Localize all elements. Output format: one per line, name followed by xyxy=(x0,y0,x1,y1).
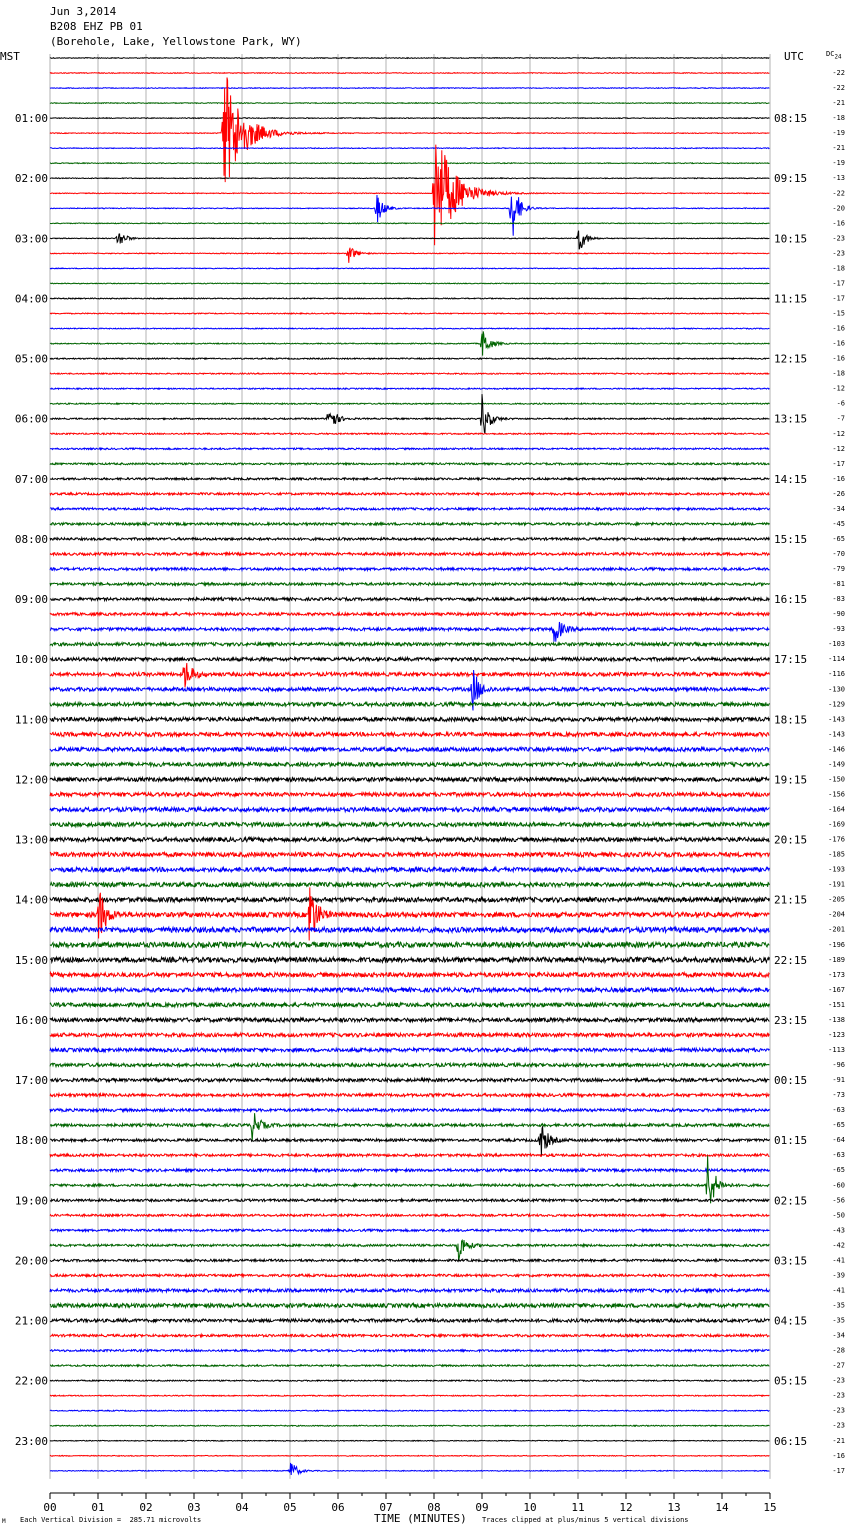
trace-row xyxy=(50,762,769,766)
dc-offset-value: -191 xyxy=(828,880,845,889)
trace-row xyxy=(50,1113,769,1141)
trace-row xyxy=(50,1463,769,1475)
trace-row xyxy=(50,1033,769,1037)
trace-row xyxy=(50,988,769,992)
trace-row xyxy=(50,663,769,687)
trace-row xyxy=(50,508,769,510)
trace-row xyxy=(50,883,769,887)
dc-offset-value: -41 xyxy=(832,1256,845,1265)
trace-row xyxy=(50,148,769,149)
mst-hour-label: 08:00 xyxy=(14,532,48,546)
mst-hour-label: 16:00 xyxy=(14,1013,48,1027)
dc-offset-value: -21 xyxy=(832,99,845,108)
trace-row xyxy=(50,394,769,433)
mst-hour-label: 03:00 xyxy=(14,232,48,246)
dc-offset-value: -103 xyxy=(828,640,845,649)
trace-row xyxy=(50,1169,769,1172)
utc-hour-label: 14:15 xyxy=(774,472,808,486)
mst-hour-label: 05:00 xyxy=(14,352,48,366)
trace-row xyxy=(50,598,769,601)
dc-offset-value: -23 xyxy=(832,249,845,258)
mst-hour-label: 13:00 xyxy=(14,833,48,847)
mst-hour-label: 18:00 xyxy=(14,1134,48,1148)
trace-row xyxy=(50,732,769,736)
trace-row xyxy=(50,1109,769,1112)
dc-offset-value: -22 xyxy=(832,189,845,198)
utc-hour-label: 22:15 xyxy=(774,953,808,967)
trace-row xyxy=(50,1229,769,1231)
dc-offset-value: -167 xyxy=(828,985,845,994)
mst-axis-label: MST xyxy=(0,50,20,63)
dc-offset-value: -6 xyxy=(836,399,845,408)
trace-row xyxy=(50,231,769,250)
dc-offset-value: -143 xyxy=(828,715,845,724)
trace-row xyxy=(50,331,769,355)
dc-offset-value: -19 xyxy=(832,159,845,168)
x-tick-label: 14 xyxy=(715,1501,729,1514)
trace-row xyxy=(50,1154,769,1157)
trace-row xyxy=(50,1334,769,1336)
dc-offset-value: -41 xyxy=(832,1286,845,1295)
trace-row xyxy=(50,478,769,480)
dc-offset-value: -26 xyxy=(832,489,845,498)
dc-offset-value: -113 xyxy=(828,1045,845,1054)
dc-offset-value: -21 xyxy=(832,1436,845,1445)
trace-row xyxy=(50,163,769,164)
trace-row xyxy=(50,283,769,284)
dc-offset-value: -143 xyxy=(828,730,845,739)
dc-offset-value: -22 xyxy=(832,69,845,78)
dc-offset-value: -28 xyxy=(832,1346,845,1355)
dc-offset-value: -35 xyxy=(832,1316,845,1325)
mst-hour-label: 02:00 xyxy=(14,172,48,186)
dc-offset-value: -23 xyxy=(832,1391,845,1400)
trace-row xyxy=(50,268,769,269)
x-tick-label: 02 xyxy=(139,1501,153,1514)
dc-offset-value: -16 xyxy=(832,324,845,333)
dc-offset-value: -156 xyxy=(828,790,845,799)
x-tick-label: 06 xyxy=(331,1501,345,1514)
mst-hour-label: 06:00 xyxy=(14,412,48,426)
dc-offset-value: -18 xyxy=(832,264,845,273)
x-tick-label: 01 xyxy=(91,1501,105,1514)
trace-row xyxy=(50,73,769,74)
trace-row xyxy=(50,777,769,781)
utc-hour-label: 02:15 xyxy=(774,1194,808,1208)
trace-row xyxy=(50,1350,769,1352)
utc-hour-label: 08:15 xyxy=(774,112,808,126)
trace-row xyxy=(50,538,769,540)
utc-hour-label: 21:15 xyxy=(774,893,808,907)
trace-row xyxy=(50,78,769,183)
trace-row xyxy=(50,373,769,374)
dc-offset-value: -91 xyxy=(832,1076,845,1085)
dc-label-text: DC xyxy=(826,50,835,58)
trace-row xyxy=(50,1365,769,1367)
utc-hour-label: 13:15 xyxy=(774,412,808,426)
x-tick-label: 04 xyxy=(235,1501,249,1514)
utc-hour-label: 11:15 xyxy=(774,292,808,306)
trace-row xyxy=(50,248,769,263)
trace-row xyxy=(50,493,769,495)
trace-row xyxy=(50,867,769,871)
utc-hour-label: 12:15 xyxy=(774,352,808,366)
trace-row xyxy=(50,523,769,525)
trace-row xyxy=(50,1455,769,1456)
trace-row xyxy=(50,852,769,856)
mst-hour-label: 04:00 xyxy=(14,292,48,306)
dc-offset-value: -205 xyxy=(828,895,845,904)
dc-offset-value: -34 xyxy=(832,504,845,513)
trace-row xyxy=(50,433,769,434)
trace-row xyxy=(50,807,769,811)
x-tick-label: 07 xyxy=(379,1501,393,1514)
dc-offset-value: -116 xyxy=(828,670,845,679)
trace-row xyxy=(50,195,769,236)
dc-offset-value: -16 xyxy=(832,354,845,363)
dc-offset-value: -193 xyxy=(828,865,845,874)
x-tick-label: 13 xyxy=(667,1501,681,1514)
mst-hour-label: 17:00 xyxy=(14,1074,48,1088)
trace-row xyxy=(50,1395,769,1396)
dc-offset-value: -19 xyxy=(832,129,845,138)
dc-offset-value: -18 xyxy=(832,369,845,378)
dc-offset-value: -65 xyxy=(832,534,845,543)
trace-row xyxy=(50,1425,769,1426)
dc-offset-value: -93 xyxy=(832,625,845,634)
dc-offset-value: -50 xyxy=(832,1211,845,1220)
trace-row xyxy=(50,1214,769,1216)
dc-offset-value: -17 xyxy=(832,1466,845,1475)
trace-row xyxy=(50,568,769,571)
footer-mark: M xyxy=(2,1518,6,1525)
dc-offset-value: -23 xyxy=(832,234,845,243)
trace-row xyxy=(50,88,769,89)
dc-offset-value: -64 xyxy=(832,1136,845,1145)
trace-row xyxy=(50,957,769,962)
dc-offset-value: -81 xyxy=(832,580,845,589)
dc-offset-value: -42 xyxy=(832,1241,845,1250)
dc-offset-value: -90 xyxy=(832,610,845,619)
mst-hour-label: 19:00 xyxy=(14,1194,48,1208)
dc-offset-value: -15 xyxy=(832,309,845,318)
dc-offset-value: -23 xyxy=(832,1406,845,1415)
trace-row xyxy=(50,1319,769,1322)
trace-row xyxy=(50,927,769,932)
trace-row xyxy=(50,1018,769,1022)
dc-offset-value: -21 xyxy=(832,144,845,153)
dc-offset-value: -43 xyxy=(832,1226,845,1235)
trace-row xyxy=(50,463,769,465)
trace-row xyxy=(50,178,769,179)
utc-hour-label: 10:15 xyxy=(774,232,808,246)
utc-hour-label: 20:15 xyxy=(774,833,808,847)
mst-hour-label: 01:00 xyxy=(14,112,48,126)
station-code: B208 EHZ PB 01 xyxy=(50,20,143,33)
utc-hour-label: 01:15 xyxy=(774,1134,808,1148)
utc-hour-label: 03:15 xyxy=(774,1254,808,1268)
trace-row xyxy=(50,1380,769,1381)
trace-row xyxy=(50,702,769,706)
dc-offset-value: -176 xyxy=(828,835,845,844)
utc-hour-label: 18:15 xyxy=(774,713,808,727)
dc-offset-value: -164 xyxy=(828,805,845,814)
trace-row xyxy=(50,358,769,359)
utc-hour-label: 09:15 xyxy=(774,172,808,186)
trace-row xyxy=(50,1259,769,1261)
trace-row xyxy=(50,298,769,299)
trace-row xyxy=(50,822,769,826)
dc-offset-value: -13 xyxy=(832,174,845,183)
dc-offset-value: -83 xyxy=(832,595,845,604)
dc-offset-value: -123 xyxy=(828,1030,845,1039)
mst-hour-label: 07:00 xyxy=(14,472,48,486)
x-tick-label: 08 xyxy=(427,1501,441,1514)
trace-row xyxy=(50,388,769,389)
dc-offset-value: -65 xyxy=(832,1121,845,1130)
dc-offset-value: -12 xyxy=(832,429,845,438)
dc-offset-value: -63 xyxy=(832,1106,845,1115)
x-axis xyxy=(43,1493,776,1514)
dc-offset-value: -73 xyxy=(832,1091,845,1100)
dc-offset-value: -16 xyxy=(832,219,845,228)
dc-offset-value: -16 xyxy=(832,1451,845,1460)
dc-offset-value: -149 xyxy=(828,760,845,769)
utc-hour-label: 19:15 xyxy=(774,773,808,787)
trace-row xyxy=(50,1063,769,1066)
utc-hour-label: 16:15 xyxy=(774,593,808,607)
dc-offset-value: -17 xyxy=(832,279,845,288)
dc-offset-value: -7 xyxy=(836,414,845,423)
dc-offset-value: -150 xyxy=(828,775,845,784)
dc-offset-value: -185 xyxy=(828,850,845,859)
trace-row xyxy=(50,1156,769,1204)
dc-offset-value: -114 xyxy=(828,655,845,664)
dc-offset-value: -27 xyxy=(832,1361,845,1370)
trace-row xyxy=(50,145,769,246)
utc-hour-label: 05:15 xyxy=(774,1374,808,1388)
plot-date: Jun 3,2014 xyxy=(50,5,117,18)
trace-row xyxy=(50,553,769,556)
mst-hour-label: 23:00 xyxy=(14,1434,48,1448)
trace-row xyxy=(50,448,769,450)
utc-hour-label: 23:15 xyxy=(774,1013,808,1027)
dc-offset-value: -146 xyxy=(828,745,845,754)
trace-row xyxy=(50,1289,769,1292)
trace-row xyxy=(50,838,769,842)
trace-row xyxy=(50,1440,769,1441)
dc-offset-value: -130 xyxy=(828,685,845,694)
trace-row xyxy=(50,1199,769,1201)
dc-offsets xyxy=(828,69,845,1475)
trace-row xyxy=(50,1078,769,1081)
trace-row xyxy=(50,942,769,947)
mst-hour-label: 11:00 xyxy=(14,713,48,727)
dc-offset-value: -196 xyxy=(828,940,845,949)
x-axis-title: TIME (MINUTES) xyxy=(374,1512,467,1525)
x-tick-label: 05 xyxy=(283,1501,297,1514)
x-tick-label: 03 xyxy=(187,1501,201,1514)
dc-offset-value: -60 xyxy=(832,1181,845,1190)
x-tick-label: 12 xyxy=(619,1501,633,1514)
dc-offset-value: -12 xyxy=(832,384,845,393)
trace-row xyxy=(50,643,769,646)
dc-offset-value: -169 xyxy=(828,820,845,829)
dc-offset-value: -22 xyxy=(832,84,845,93)
dc-offset-value: -23 xyxy=(832,1376,845,1385)
mst-hour-label: 09:00 xyxy=(14,593,48,607)
dc-offset-value: -129 xyxy=(828,700,845,709)
dc-offset-value: -34 xyxy=(832,1331,845,1340)
dc-offset-value: -79 xyxy=(832,565,845,574)
trace-row xyxy=(50,887,769,940)
trace-row xyxy=(50,1274,769,1276)
x-tick-label: 09 xyxy=(475,1501,489,1514)
trace-row xyxy=(50,717,769,721)
utc-hour-label: 15:15 xyxy=(774,532,808,546)
station-location: (Borehole, Lake, Yellowstone Park, WY) xyxy=(50,35,302,48)
dc-offset-value: -20 xyxy=(832,204,845,213)
utc-hour-label: 06:15 xyxy=(774,1434,808,1448)
mst-hour-label: 10:00 xyxy=(14,653,48,667)
utc-hour-label: 17:15 xyxy=(774,653,808,667)
mst-hour-label: 12:00 xyxy=(14,773,48,787)
mst-hour-label: 20:00 xyxy=(14,1254,48,1268)
dc-offset-value: -189 xyxy=(828,955,845,964)
trace-row xyxy=(50,658,769,661)
dc-offset-value: -35 xyxy=(832,1301,845,1310)
trace-row xyxy=(50,1003,769,1007)
dc-offset-value: -12 xyxy=(832,444,845,453)
dc-offset-value: -18 xyxy=(832,114,845,123)
mst-hour-label: 22:00 xyxy=(14,1374,48,1388)
trace-row xyxy=(50,403,769,404)
dc-offset-value: -63 xyxy=(832,1151,845,1160)
dc-offset-value: -39 xyxy=(832,1271,845,1280)
dc-offset-value: -23 xyxy=(832,1421,845,1430)
mst-hour-label: 14:00 xyxy=(14,893,48,907)
x-tick-label: 10 xyxy=(523,1501,537,1514)
trace-row xyxy=(50,313,769,314)
utc-hour-label: 00:15 xyxy=(774,1074,808,1088)
dc-offset-value: -65 xyxy=(832,1166,845,1175)
trace-row xyxy=(50,973,769,977)
dc-offset-value: -17 xyxy=(832,459,845,468)
mst-hour-label: 21:00 xyxy=(14,1314,48,1328)
trace-row xyxy=(50,1126,769,1156)
trace-row xyxy=(50,583,769,586)
dc-offset-value: -173 xyxy=(828,970,845,979)
dc-offset-value: -138 xyxy=(828,1015,845,1024)
trace-row xyxy=(50,613,769,616)
trace-row xyxy=(50,1240,769,1261)
trace-row xyxy=(50,747,769,751)
dc-offset-value: -204 xyxy=(828,910,845,919)
x-tick-label: 00 xyxy=(43,1501,57,1514)
dc-offset-value: -96 xyxy=(832,1061,845,1070)
utc-hour-label: 04:15 xyxy=(774,1314,808,1328)
dc-top-value: 24 xyxy=(834,54,842,61)
trace-row xyxy=(50,897,769,902)
trace-row xyxy=(50,1048,769,1052)
trace-row xyxy=(50,58,769,59)
x-tick-label: 15 xyxy=(763,1501,777,1514)
scale-note: Each Vertical Division = 285.71 microvolts xyxy=(20,1516,202,1524)
x-tick-label: 11 xyxy=(571,1501,585,1514)
trace-row xyxy=(50,1094,769,1097)
dc-offset-value: -56 xyxy=(832,1196,845,1205)
utc-axis-label: UTC xyxy=(784,50,804,63)
traces xyxy=(50,58,769,1475)
trace-row xyxy=(50,1304,769,1308)
trace-row xyxy=(50,118,769,119)
dc-offset-value: -16 xyxy=(832,339,845,348)
dc-offset-value: -45 xyxy=(832,519,845,528)
trace-row xyxy=(50,223,769,224)
trace-row xyxy=(50,328,769,329)
trace-row xyxy=(50,793,769,797)
mst-hour-label: 15:00 xyxy=(14,953,48,967)
dc-offset-value: -151 xyxy=(828,1000,845,1009)
trace-row xyxy=(50,622,769,642)
clip-note: Traces clipped at plus/minus 5 vertical divisions xyxy=(482,1516,689,1524)
trace-row xyxy=(50,1410,769,1411)
dc-offset-value: -70 xyxy=(832,549,845,558)
dc-offset-value: -16 xyxy=(832,474,845,483)
trace-row xyxy=(50,103,769,104)
dc-offset-value: -17 xyxy=(832,294,845,303)
dc-offset-value: -201 xyxy=(828,925,845,934)
